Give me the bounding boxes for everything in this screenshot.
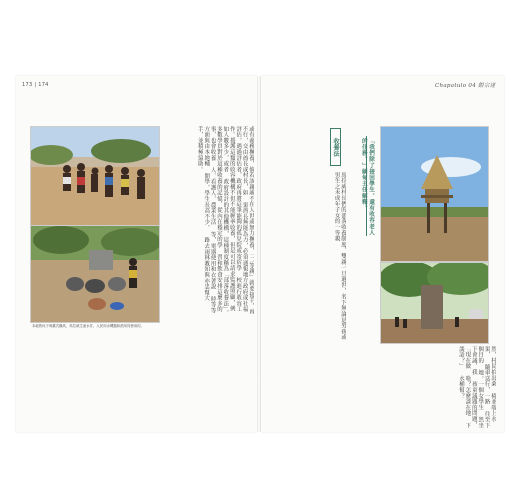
chapter-header: Chapatulo 04 銀宗達	[435, 83, 496, 89]
left-col-2: 果酋長無能為力，必須通報地方政府或社福評估，遇過評估者，政府再將這筆能夠的孤兒院或寄宿學	[235, 126, 248, 313]
far-right-col-7: 孩童議題的問題，	[470, 381, 477, 428]
far-right-col-8: 「現在做	[464, 346, 471, 370]
right-body-text	[292, 172, 346, 342]
far-right-col-3: 隨車送行，一路	[483, 364, 490, 405]
section-title: 收養法	[330, 128, 341, 166]
photo-water-pots-image	[31, 226, 159, 322]
far-right-col-4: 往至下個目的	[477, 346, 490, 429]
far-right-col-11: 水桶幫？	[457, 375, 464, 399]
far-right-col-1: 然，村民拍出桑	[490, 346, 496, 387]
far-right-text	[444, 346, 496, 432]
far-right-col-10: 下談話？」	[457, 346, 471, 429]
left-col-3: 校進行收容工作。援護這類的收容機構不但不能輕率收養，但是可以請求監護照顧，例如人數多少，或者	[222, 126, 242, 313]
page-numbers: 173 | 174	[22, 82, 49, 88]
far-right-col-5: 地。一個女學生	[477, 369, 484, 411]
far-right-col-6: 然坐下會議，我	[470, 346, 484, 429]
left-col-7: 等，電器使用和衣著說	[209, 231, 216, 290]
photo-baobab-tree	[380, 262, 489, 344]
pull-quote-text: 「我們除了接回學生，還有收容老人的任務。」緬甸主任解釋。	[360, 138, 374, 236]
left-col-4: 政府設計的其他機構，這種制度稱為「部落收養法」。多數學員對於這種收養的記憶，從內在穩定的學	[215, 126, 229, 316]
left-col-9: 開學，學生長高不少，	[203, 173, 210, 232]
photo-granary-hut-image	[381, 127, 488, 261]
photo-water-pots	[30, 225, 160, 323]
photo-granary-hut	[380, 126, 489, 262]
left-col-6: 人、看護人、農業生活	[209, 167, 216, 226]
far-right-col-2: 椅並端上水果，	[483, 346, 496, 423]
left-col-1: 或有義務撫養，倘若該親戚不在人世或無力撫養，「二等親」就要接手，再不行，交由酋長或村長，如	[241, 126, 254, 315]
left-text-block	[162, 126, 254, 316]
photo-baobab-tree-image	[381, 263, 488, 343]
left-col-8: 時等等方面與由本地輔	[203, 126, 216, 314]
photo-children-village	[30, 126, 160, 226]
left-col-11: 手，並積極協助。	[196, 126, 203, 173]
right-col-1: 馬拉威村長們的部落收養制度，雙親一旦過世，名下無論是男孩或男生之未成年子女的一等親	[333, 172, 346, 341]
photo-children-village-image	[31, 127, 159, 225]
far-right-col-9: 啥？怎麼談在地	[464, 375, 471, 417]
left-col-5: 習和飲食安排這麼多的事，也會收養	[209, 126, 222, 313]
photo-caption: 本地的孩子與舊式鍋具，馬拉威生產水井，人民用水機器和酒用具使用約。	[32, 324, 144, 328]
left-col-10: 路去雨林教知與亦忠幫大	[203, 237, 210, 302]
pull-quote	[358, 138, 374, 238]
